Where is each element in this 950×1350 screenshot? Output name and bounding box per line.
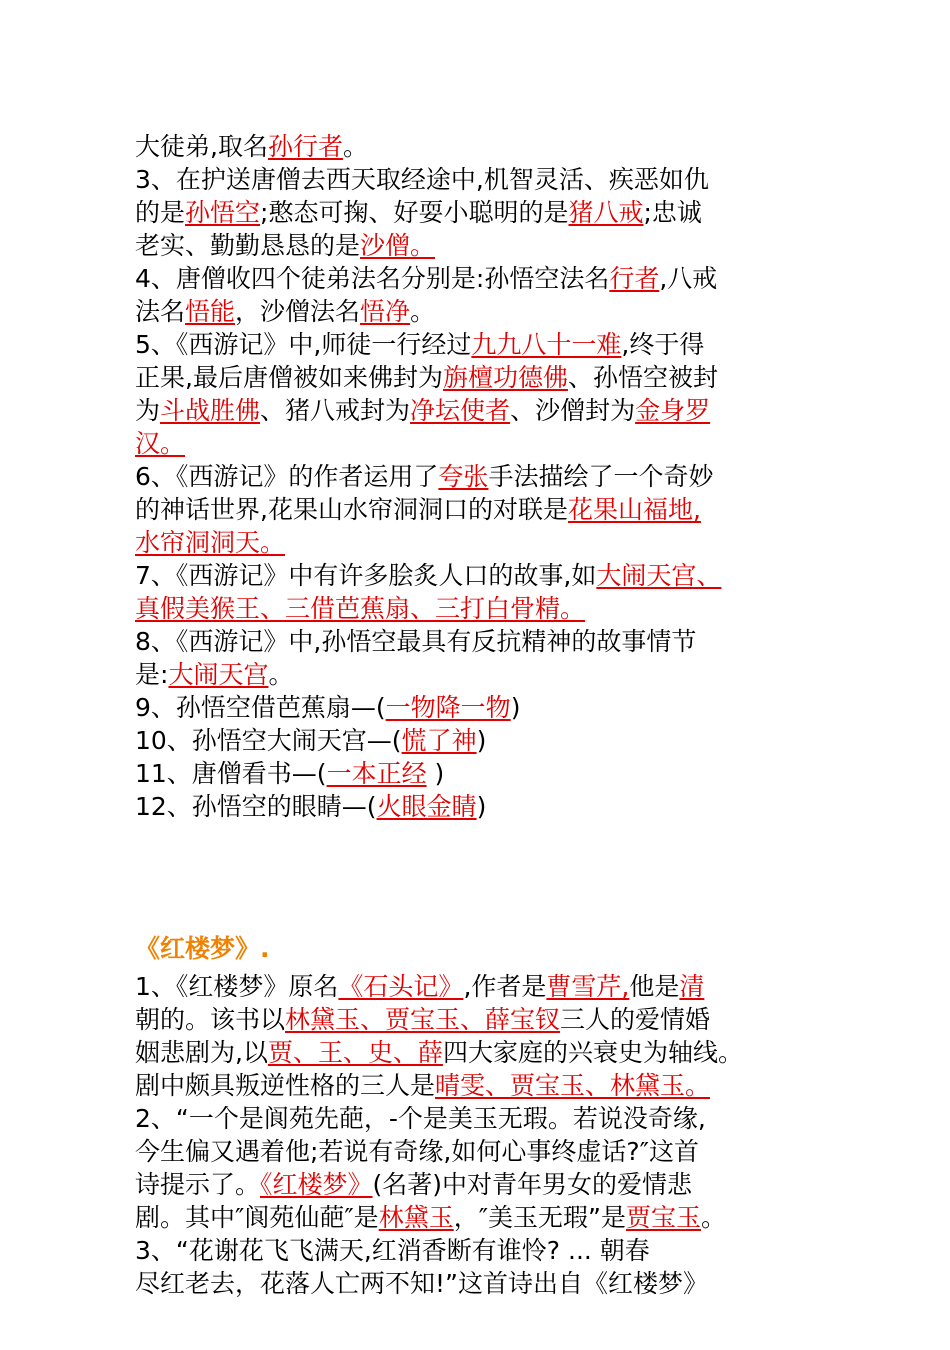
answer-text: 慌了神 <box>401 726 477 755</box>
line-text: 尽红老去，花落人亡两不知!”这首诗出自《红楼梦》 <box>135 1269 708 1298</box>
line-text: 他是 <box>629 972 680 1001</box>
text-line <box>135 130 835 163</box>
xiyouji-section <box>135 130 835 823</box>
line-text: 朝的。该书以 <box>135 1005 286 1034</box>
line-text: 2、“一个是阆苑先葩，-个是美玉无瑕。若说没奇缘, <box>135 1104 706 1133</box>
line-text: 3、在护送唐僧去西天取经途中,机智灵活、疾恶如仇 <box>135 165 709 194</box>
answer-text: 沙僧。 <box>360 231 436 260</box>
line-text: 。 <box>342 132 368 161</box>
answer-text: 真假美猴王、三借芭蕉扇、三打白骨精。 <box>135 594 586 623</box>
text-line <box>135 295 835 328</box>
line-text: 诗提示了。 <box>135 1170 261 1199</box>
answer-text: 悟能 <box>185 297 236 326</box>
answer-text: 贾、王、史、薛 <box>267 1038 443 1067</box>
line-text: 、沙僧封为 <box>510 396 636 425</box>
line-text: 四大家庭的兴衰史为轴线。 <box>442 1038 743 1067</box>
line-text: 、猪八戒封为 <box>260 396 411 425</box>
answer-text: 林黛玉 <box>378 1203 454 1232</box>
text-line <box>135 724 835 757</box>
answer-text: 斗战胜佛 <box>160 396 261 425</box>
answer-text: 一物降一物 <box>385 693 511 722</box>
text-line <box>135 1201 835 1234</box>
line-text: 姻悲剧为,以 <box>135 1038 268 1067</box>
line-text: 正果,最后唐僧被如来佛封为 <box>135 363 443 392</box>
line-text: 剧中颇具叛逆性格的三人是 <box>135 1071 436 1100</box>
line-text: 11、唐僧看书—( <box>135 759 327 788</box>
line-text: 12、孙悟空的眼睛—( <box>135 792 377 821</box>
line-text: ;忠诚 <box>643 198 702 227</box>
line-text: 3、“花谢花飞飞满天,红消香断有谁怜? ... 朝春 <box>135 1236 650 1265</box>
text-line <box>135 592 835 625</box>
answer-text: 孙行者 <box>267 132 343 161</box>
line-text: 三人的爱情婚 <box>560 1005 711 1034</box>
text-line <box>135 163 835 196</box>
text-line <box>135 1234 835 1267</box>
text-line <box>135 1168 835 1201</box>
text-line <box>135 1267 835 1300</box>
answer-text: 大闹天宫 <box>168 660 269 689</box>
line-text: 。 <box>701 1203 727 1232</box>
line-text: ) <box>476 726 487 755</box>
line-text: 6、《西游记》的作者运用了 <box>135 462 439 491</box>
line-text: 的是 <box>135 198 186 227</box>
text-line <box>135 658 835 691</box>
answer-text: 金身罗 <box>635 396 711 425</box>
answer-text: 一本正经 <box>326 759 427 788</box>
answer-text: 林黛玉、贾宝玉、薛宝钗 <box>285 1005 561 1034</box>
answer-text: 曹雪芹, <box>546 972 630 1001</box>
text-line <box>135 328 835 361</box>
answer-text: 大闹天宫、 <box>596 561 722 590</box>
line-text: ，沙僧法名 <box>235 297 361 326</box>
line-text: 10、孙悟空大闹天宫—( <box>135 726 402 755</box>
text-line <box>135 460 835 493</box>
text-line <box>135 1135 835 1168</box>
text-line <box>135 262 835 295</box>
line-text: ;憨态可掬、好耍小聪明的是 <box>260 198 569 227</box>
answer-text: 孙悟空 <box>185 198 261 227</box>
text-line <box>135 1102 835 1135</box>
text-line <box>135 625 835 658</box>
line-text: 4、唐僧收四个徒弟法名分别是:孙悟空法名 <box>135 264 610 293</box>
line-text: 9、孙悟空借芭蕉扇—( <box>135 693 386 722</box>
line-text: ,作者是 <box>463 972 547 1001</box>
answer-text: 夸张 <box>438 462 489 491</box>
text-line <box>135 229 835 262</box>
answer-text: 花果山福地, <box>567 495 701 524</box>
line-text: ) <box>510 693 521 722</box>
line-text: (名著)中对青年男女的爱情悲 <box>372 1170 693 1199</box>
answer-text: 清 <box>679 972 705 1001</box>
answer-text: 贾宝玉 <box>626 1203 702 1232</box>
line-text: 。 <box>268 660 294 689</box>
line-text: 今生偏又遇着他;若说有奇缘,如何心事终虚话?″这首 <box>135 1137 699 1166</box>
section-heading-hongloumeng: 《红楼梦》. <box>135 934 270 963</box>
line-text: 手法描绘了一个奇妙 <box>488 462 714 491</box>
line-text: 5、《西游记》中,师徒一行经过 <box>135 330 472 359</box>
line-text: 、孙悟空被封 <box>567 363 718 392</box>
answer-text: 《石头记》 <box>338 972 464 1001</box>
text-line <box>135 394 835 427</box>
line-text: ,八戒 <box>659 264 718 293</box>
text-line <box>135 691 835 724</box>
line-text: 剧。其中″阆苑仙葩″是 <box>135 1203 379 1232</box>
text-line <box>135 1036 835 1069</box>
line-text: ，″美玉无瑕”是 <box>453 1203 626 1232</box>
answer-text: 净坛使者 <box>410 396 511 425</box>
line-text: 7、《西游记》中有许多脍炙人口的故事,如 <box>135 561 597 590</box>
text-line <box>135 1003 835 1036</box>
answer-text: 汉。 <box>135 429 186 458</box>
line-text: 1、《红楼梦》原名 <box>135 972 339 1001</box>
answer-text: 行者 <box>609 264 660 293</box>
text-line <box>135 970 835 1003</box>
hongloumeng-section <box>135 970 835 1300</box>
answer-text: 九九八十一难 <box>471 330 622 359</box>
text-line <box>135 526 835 559</box>
line-text: 大徒弟,取名 <box>135 132 268 161</box>
text-line <box>135 757 835 790</box>
text-line <box>135 427 835 460</box>
text-line <box>135 1069 835 1102</box>
line-text: 为 <box>135 396 161 425</box>
text-line <box>135 361 835 394</box>
answer-text: 旃檀功德佛 <box>442 363 568 392</box>
answer-text: 悟净 <box>360 297 411 326</box>
text-line <box>135 196 835 229</box>
answer-text: 猪八戒 <box>568 198 644 227</box>
line-text: 法名 <box>135 297 186 326</box>
line-text: 。 <box>410 297 436 326</box>
line-text: ) <box>426 759 445 788</box>
line-text: ,终于得 <box>621 330 705 359</box>
answer-text: 《红楼梦》 <box>260 1170 373 1199</box>
text-line <box>135 790 835 823</box>
answer-text: 火眼金睛 <box>376 792 477 821</box>
line-text: 的神话世界,花果山水帘洞洞口的对联是 <box>135 495 568 524</box>
text-line <box>135 493 835 526</box>
line-text: 是: <box>135 660 169 689</box>
answer-text: 水帘洞洞天。 <box>135 528 286 557</box>
text-line <box>135 559 835 592</box>
answer-text: 晴雯、贾宝玉、林黛玉。 <box>435 1071 711 1100</box>
line-text: 8、《西游记》中,孙悟空最具有反抗精神的故事情节 <box>135 627 697 656</box>
line-text: ) <box>476 792 487 821</box>
line-text: 老实、勤勤恳恳的是 <box>135 231 361 260</box>
